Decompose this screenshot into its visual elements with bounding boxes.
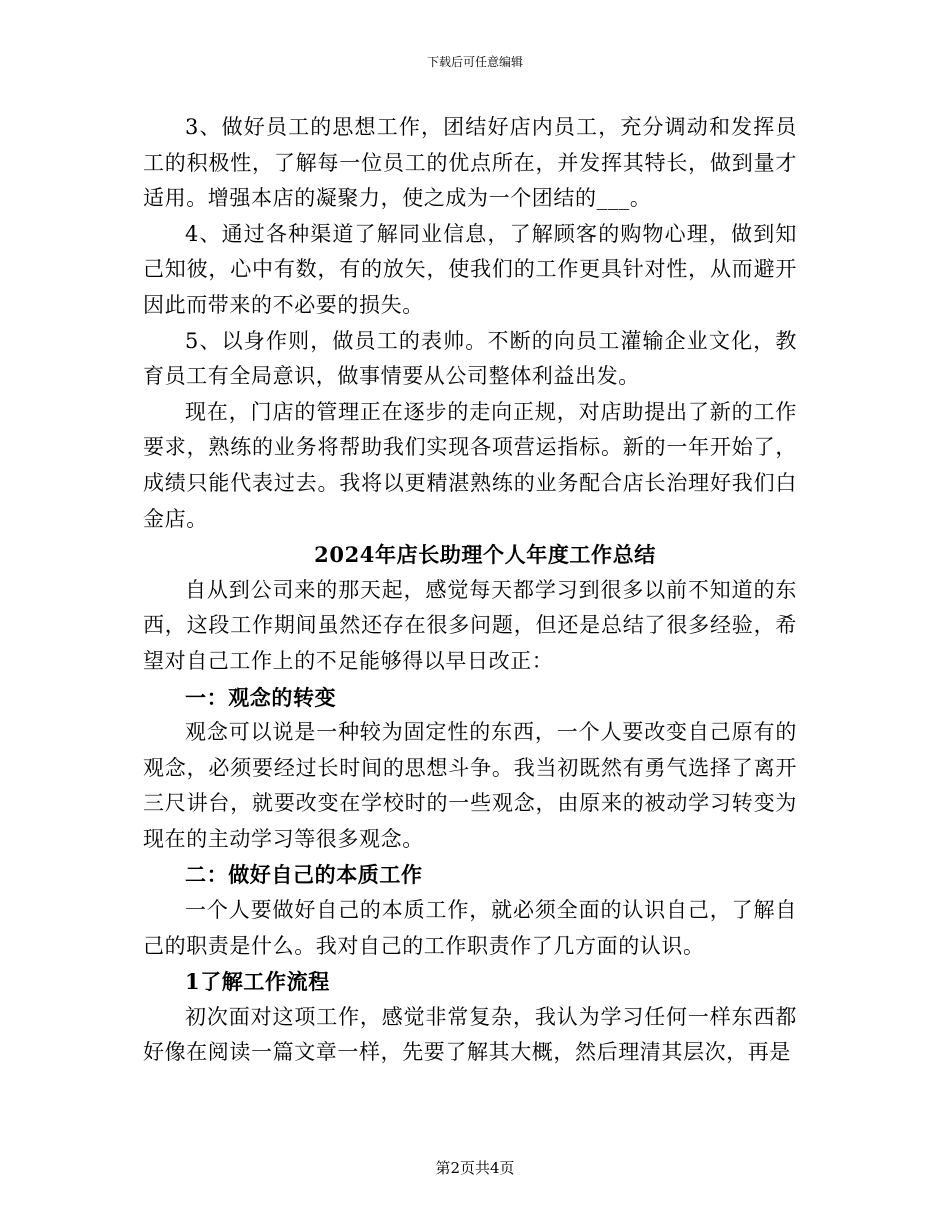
paragraph-item-3: 3、做好员工的思想工作，团结好店内员工，充分调动和发挥员工的积极性，了解每一位员工的优点所在，并发挥其特长，做到量才适用。增强本店的凝聚力，使之成为一个团结的___。 xyxy=(143,115,797,211)
section-heading-concept: 一：观念的转变 xyxy=(185,684,337,710)
paragraph-workflow: 初次面对这项工作，感觉非常复杂，我认为学习任何一样东西都好像在阅读一篇文章一样，先要了解其大概，然后理清其层次，再是 xyxy=(143,1004,797,1065)
paragraph-intro: 自从到公司来的那天起，感觉每天都学习到很多以前不知道的东西，这段工作期间虽然还存在很多问题，但还是总结了很多经验，希望对自己工作上的不足能够得以早日改正： xyxy=(143,577,797,673)
paragraph-duty: 一个人要做好自己的本质工作，就必须全面的认识自己，了解自己的职责是什么。我对自己的工作职责作了几方面的认识。 xyxy=(143,898,797,958)
document-title: 2024年店长助理个人年度工作总结 xyxy=(314,542,656,568)
section-heading-duty: 二：做好自己的本质工作 xyxy=(185,862,423,888)
section-heading-workflow: 1了解工作流程 xyxy=(185,969,330,995)
paragraph-conclusion: 现在，门店的管理正在逐步的走向正规，对店助提出了新的工作要求，熟练的业务将帮助我们实现各项营运指标。新的一年开始了，成绩只能代表过去。我将以更精湛熟练的业务配合店长治理好我们白金店。 xyxy=(143,399,797,531)
page-header: 下载后可任意编辑 xyxy=(426,55,523,69)
page-number: 第2页共4页 xyxy=(435,1159,515,1177)
paragraph-item-5: 5、以身作则，做员工的表帅。不断的向员工灌输企业文化，教育员工有全局意识，做事情要从公司整体利益出发。 xyxy=(143,328,797,389)
paragraph-item-4: 4、通过各种渠道了解同业信息，了解顾客的购物心理，做到知己知彼，心中有数，有的放矢，使我们的工作更具针对性，从而避开因此而带来的不必要的损失。 xyxy=(143,221,797,317)
paragraph-concept: 观念可以说是一种较为固定性的东西，一个人要改变自己原有的观念，必须要经过长时间的思想斗争。我当初既然有勇气选择了离开三尺讲台，就要改变在学校时的一些观念，由原来的被动学习转变为现在的主动学习等很多观念。 xyxy=(143,720,797,851)
document-body xyxy=(143,110,797,1071)
